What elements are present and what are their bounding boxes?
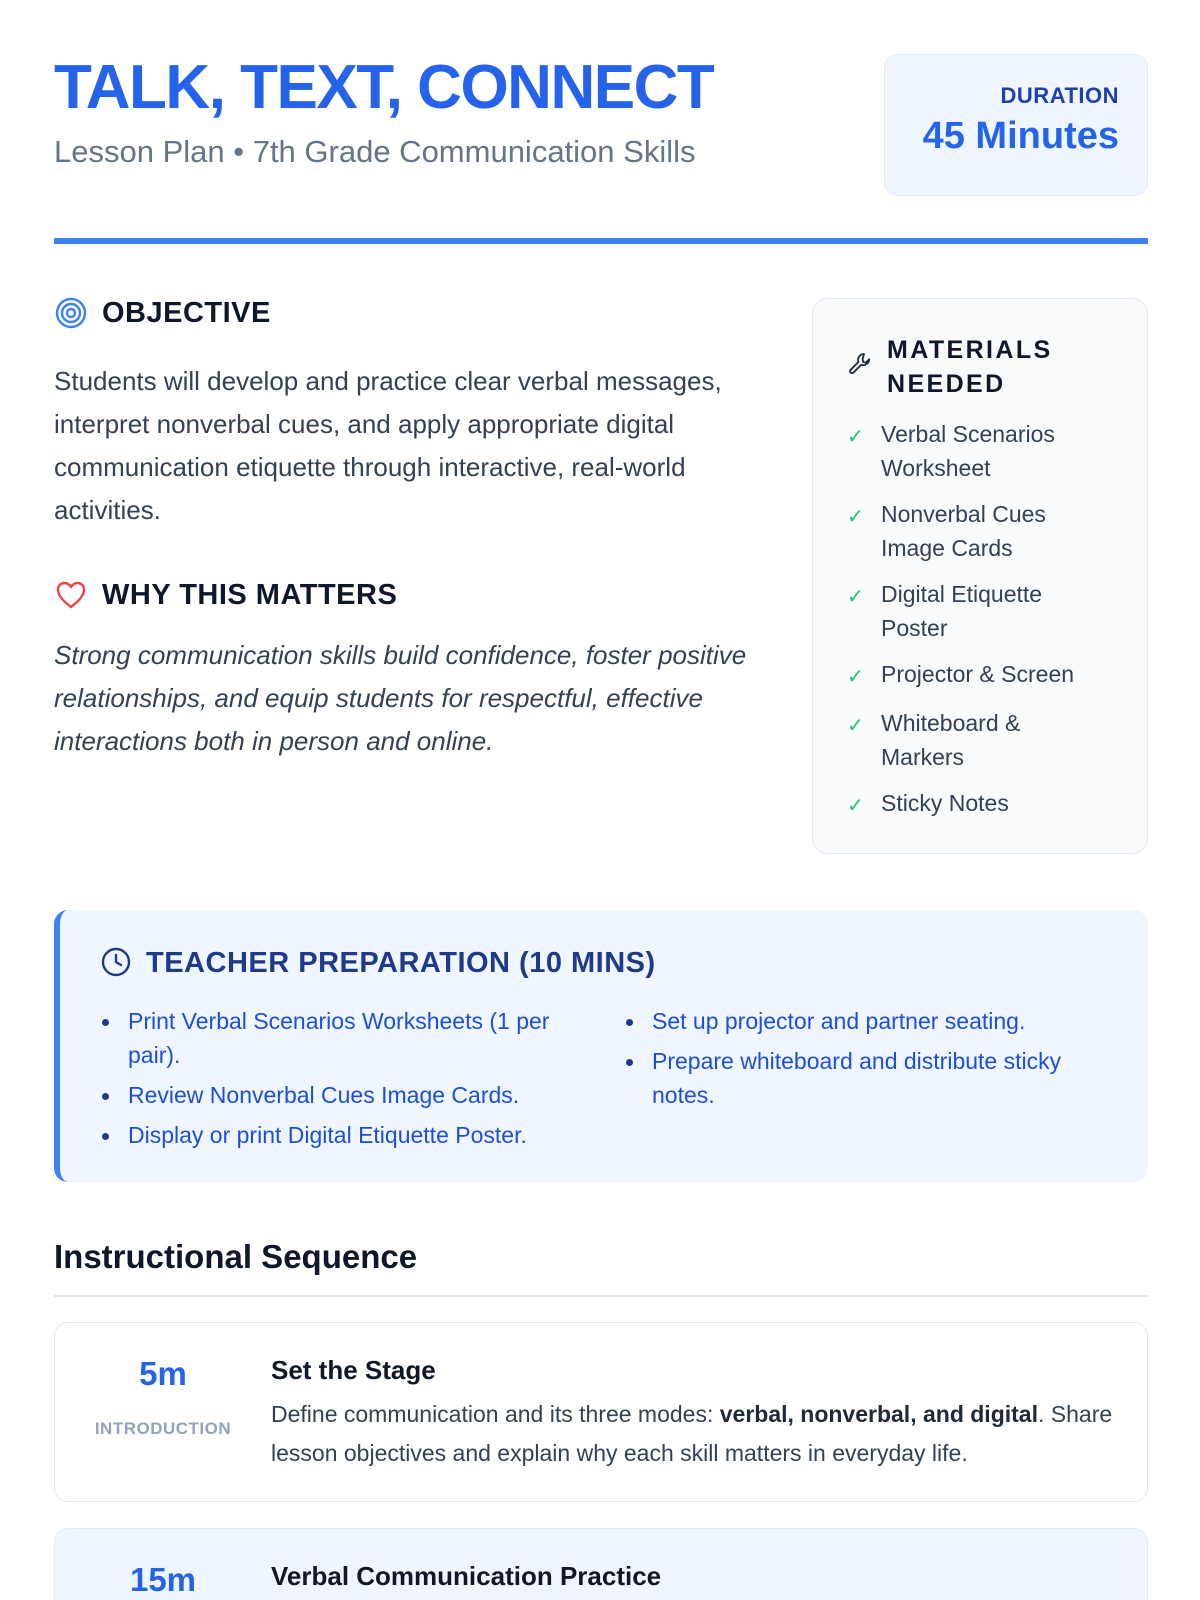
lesson-header: [54, 52, 1148, 202]
lesson-title: TALK, TEXT, CONNECT: [54, 53, 714, 122]
list-item: [847, 577, 1137, 645]
objective-heading-row: [54, 296, 271, 330]
check-icon: ✓: [847, 666, 864, 688]
materials-heading-row: [847, 333, 1067, 401]
prep-list-right: [622, 1004, 1112, 1118]
step-duration: 5m: [139, 1355, 187, 1392]
material-label: Verbal Scenarios Worksheet: [881, 421, 1055, 481]
check-icon: ✓: [847, 506, 864, 528]
materials-list: [847, 417, 1137, 835]
list-item: Display or print Digital Etiquette Poster.: [98, 1118, 568, 1152]
teacher-prep-card: [54, 910, 1148, 1182]
sequence-title: Instructional Sequence: [54, 1238, 418, 1275]
check-icon: ✓: [847, 426, 864, 448]
check-icon: ✓: [847, 586, 864, 608]
materials-card: [812, 298, 1148, 854]
list-item: Set up projector and partner seating.: [622, 1004, 1112, 1038]
list-item: Review Nonverbal Cues Image Cards.: [98, 1078, 568, 1112]
list-item: Prepare whiteboard and distribute sticky notes.: [622, 1044, 1112, 1112]
material-label: Projector & Screen: [881, 661, 1075, 687]
heart-icon: [54, 578, 88, 612]
why-heading-row: [54, 578, 397, 612]
sequence-step: [54, 1528, 1148, 1600]
check-icon: ✓: [847, 715, 864, 737]
material-label: Digital Etiquette Poster: [881, 581, 1043, 641]
list-item: [847, 497, 1137, 565]
prep-heading: TEACHER PREPARATION (10 MINS): [146, 946, 656, 979]
step-duration: 15m: [129, 1561, 197, 1598]
step-description: [271, 1395, 1121, 1473]
list-item: [847, 417, 1137, 485]
header-divider: [54, 238, 1148, 244]
lesson-subtitle: Lesson Plan • 7th Grade Communication Skills: [54, 134, 696, 169]
duration-card: [884, 54, 1148, 196]
list-item: [847, 657, 1137, 694]
material-label: Nonverbal Cues Image Cards: [881, 501, 1046, 561]
prep-heading-row: [100, 946, 656, 980]
material-label: Whiteboard & Markers: [881, 710, 1021, 770]
duration-value: 45 Minutes: [922, 115, 1119, 157]
duration-label: DURATION: [1000, 83, 1119, 108]
material-label: Sticky Notes: [881, 790, 1009, 816]
check-icon: ✓: [847, 795, 864, 817]
step-desc-text: Define communication and its three modes:: [271, 1401, 720, 1427]
step-title: Verbal Communication Practice: [271, 1561, 662, 1591]
prep-list-left: [98, 1004, 568, 1158]
list-item: [847, 706, 1137, 774]
objective-heading: OBJECTIVE: [102, 296, 271, 329]
objective-text: Students will develop and practice clear verbal messages, interpret nonverbal cues, and apply appropriate digital communication etiquette through interactive, real-world activities.: [54, 366, 722, 525]
sequence-step: [54, 1322, 1148, 1502]
why-heading: WHY THIS MATTERS: [102, 578, 398, 611]
step-phase: INTRODUCTION: [94, 1419, 232, 1438]
list-item: [847, 786, 1137, 823]
why-text: Strong communication skills build confidence, foster positive relationships, and equip students for respectful, effective interactions both in person and online.: [54, 640, 747, 756]
clock-icon: [100, 946, 134, 980]
step-title: Set the Stage: [271, 1355, 436, 1385]
target-icon: [54, 296, 88, 330]
step-desc-emphasis: verbal, nonverbal, and digital: [719, 1401, 1038, 1427]
list-item: Print Verbal Scenarios Worksheets (1 per pair).: [98, 1004, 568, 1072]
sequence-divider: [54, 1295, 1148, 1297]
materials-heading: MATERIALS NEEDED: [887, 336, 1053, 398]
step-desc-text: . Share lesson objectives and explain why each skill matters in everyday life.: [271, 1401, 1113, 1466]
wrench-icon: [847, 351, 877, 381]
